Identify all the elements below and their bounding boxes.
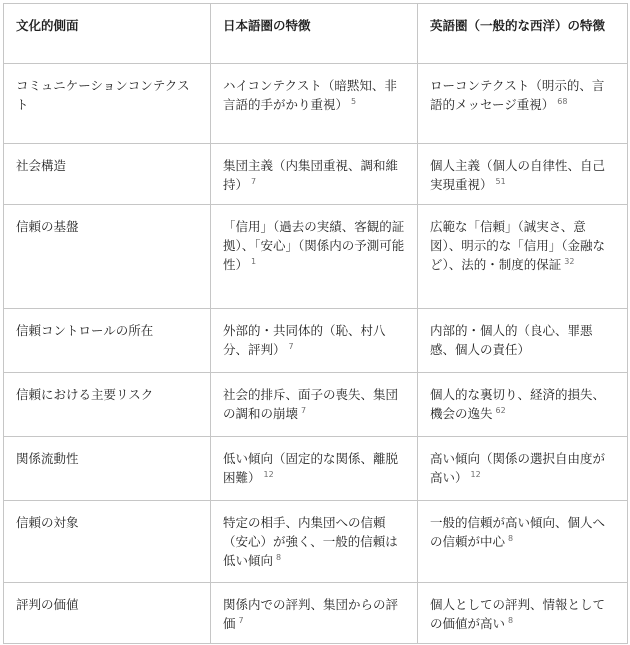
header-japanese-features: 日本語圏の特徴	[211, 4, 418, 64]
citation-ref: 5	[351, 96, 357, 106]
table-header-row	[4, 4, 628, 64]
english-cell: 個人的な裏切り、経済的損失、機会の逸失 $^{62}$	[418, 373, 628, 437]
citation-ref: 7	[238, 615, 244, 625]
citation-ref: 12	[263, 469, 274, 479]
english-cell: 一般的信頼が高い傾向、個人への信頼が中心 $^8$	[418, 501, 628, 583]
aspect-cell: 信頼における主要リスク	[4, 373, 211, 437]
english-cell: 高い傾向（関係の選択自由度が高い） $^{12}$	[418, 437, 628, 501]
table-row	[4, 501, 628, 583]
japanese-cell: 関係内での評判、集団からの評価 $^7$	[211, 583, 418, 644]
citation-ref: 51	[495, 176, 506, 186]
table-row	[4, 583, 628, 644]
aspect-cell: 関係流動性	[4, 437, 211, 501]
citation-ref: 32	[564, 256, 575, 266]
table-row	[4, 205, 628, 309]
japanese-cell: 特定の相手、内集団への信頼（安心）が強く、一般的信頼は低い傾向 $^8$	[211, 501, 418, 583]
comparison-table	[3, 3, 628, 644]
english-cell: 広範な「信頼」（誠実さ、意図）、明示的な「信用」（金融など）、法的・制度的保証 $^{32}$	[418, 205, 628, 309]
citation-ref: 8	[508, 615, 514, 625]
aspect-cell: 信頼の対象	[4, 501, 211, 583]
english-cell: 個人としての評判、情報としての価値が高い $^8$	[418, 583, 628, 644]
citation-ref: 1	[251, 256, 257, 266]
aspect-cell: 信頼コントロールの所在	[4, 309, 211, 373]
header-cultural-aspect: 文化的側面	[4, 4, 211, 64]
aspect-cell: コミュニケーションコンテクスト	[4, 64, 211, 144]
citation-ref: 8	[276, 552, 282, 562]
japanese-cell: 外部的・共同体的（恥、村八分、評判） $^7$	[211, 309, 418, 373]
table-row	[4, 309, 628, 373]
citation-ref: 7	[301, 405, 307, 415]
table-row	[4, 373, 628, 437]
table-row	[4, 144, 628, 205]
japanese-cell: 「信用」（過去の実績、客観的証拠）、「安心」（関係内の予測可能性） $^1$	[211, 205, 418, 309]
citation-ref: 7	[251, 176, 257, 186]
citation-ref: 12	[470, 469, 481, 479]
comparison-table-container	[3, 3, 627, 644]
english-cell: ローコンテクスト（明示的、言語的メッセージ重視） $^{68}$	[418, 64, 628, 144]
aspect-cell: 社会構造	[4, 144, 211, 205]
aspect-cell: 評判の価値	[4, 583, 211, 644]
table-row	[4, 437, 628, 501]
aspect-cell: 信頼の基盤	[4, 205, 211, 309]
english-cell: 内部的・個人的（良心、罪悪感、個人の責任）	[418, 309, 628, 373]
header-english-features: 英語圏（一般的な西洋）の特徴	[418, 4, 628, 64]
japanese-cell: ハイコンテクスト（暗黙知、非言語的手がかり重視） $^5$	[211, 64, 418, 144]
citation-ref: 8	[508, 533, 514, 543]
citation-ref: 68	[557, 96, 568, 106]
citation-ref: 7	[288, 341, 294, 351]
japanese-cell: 集団主義（内集団重視、調和維持） $^7$	[211, 144, 418, 205]
citation-ref: 62	[495, 405, 506, 415]
japanese-cell: 低い傾向（固定的な関係、離脱困難） $^{12}$	[211, 437, 418, 501]
table-row	[4, 64, 628, 144]
japanese-cell: 社会的排斥、面子の喪失、集団の調和の崩壊 $^7$	[211, 373, 418, 437]
english-cell: 個人主義（個人の自律性、自己実現重視） $^{51}$	[418, 144, 628, 205]
